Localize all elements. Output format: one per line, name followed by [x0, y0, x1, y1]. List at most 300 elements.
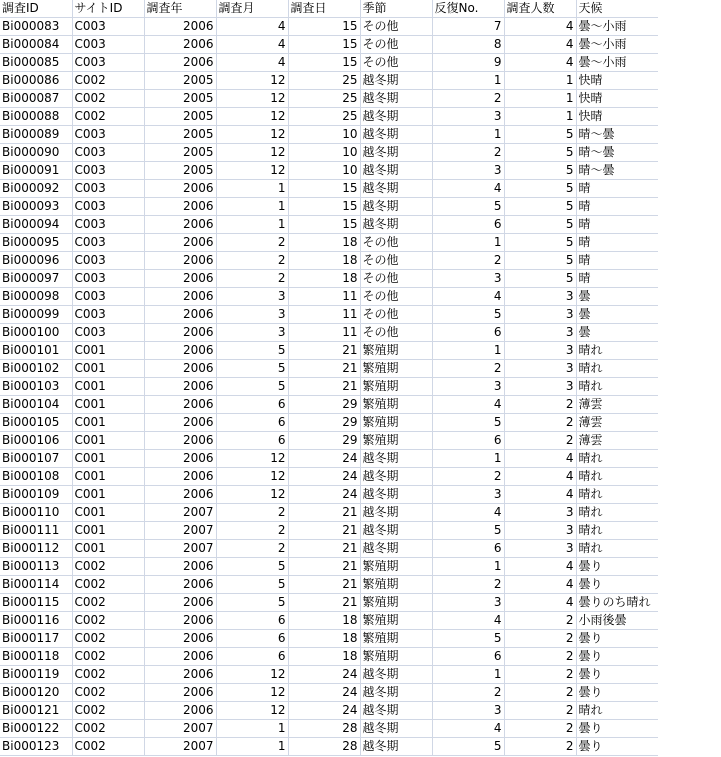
cell-weather[interactable]: 晴	[576, 270, 658, 288]
cell-weather[interactable]: 薄雲	[576, 414, 658, 432]
cell-survey-year[interactable]: 2007	[144, 720, 216, 738]
cell-survey-id[interactable]: Bi000088	[0, 108, 72, 126]
cell-survey-id[interactable]: Bi000091	[0, 162, 72, 180]
cell-repeat-no[interactable]: 7	[432, 18, 504, 36]
cell-site-id[interactable]: C002	[72, 684, 144, 702]
cell-survey-day[interactable]: 18	[288, 234, 360, 252]
cell-survey-month[interactable]: 1	[216, 720, 288, 738]
cell-site-id[interactable]: C002	[72, 576, 144, 594]
cell-survey-id[interactable]: Bi000108	[0, 468, 72, 486]
cell-survey-year[interactable]: 2006	[144, 180, 216, 198]
cell-survey-count[interactable]: 4	[504, 54, 576, 72]
cell-weather[interactable]: 曇～小雨	[576, 54, 658, 72]
cell-weather[interactable]: 曇り	[576, 666, 658, 684]
cell-survey-year[interactable]: 2006	[144, 216, 216, 234]
cell-survey-day[interactable]: 25	[288, 108, 360, 126]
cell-survey-day[interactable]: 15	[288, 216, 360, 234]
cell-survey-id[interactable]: Bi000118	[0, 648, 72, 666]
cell-survey-month[interactable]: 6	[216, 414, 288, 432]
cell-season[interactable]: 繁殖期	[360, 378, 432, 396]
cell-survey-year[interactable]: 2006	[144, 234, 216, 252]
cell-survey-count[interactable]: 4	[504, 558, 576, 576]
cell-survey-year[interactable]: 2006	[144, 702, 216, 720]
cell-survey-year[interactable]: 2006	[144, 54, 216, 72]
cell-repeat-no[interactable]: 2	[432, 90, 504, 108]
cell-survey-year[interactable]: 2005	[144, 126, 216, 144]
cell-survey-year[interactable]: 2006	[144, 198, 216, 216]
cell-survey-day[interactable]: 29	[288, 414, 360, 432]
cell-repeat-no[interactable]: 6	[432, 324, 504, 342]
cell-survey-count[interactable]: 2	[504, 612, 576, 630]
cell-weather[interactable]: 曇～小雨	[576, 18, 658, 36]
cell-site-id[interactable]: C003	[72, 18, 144, 36]
cell-survey-id[interactable]: Bi000110	[0, 504, 72, 522]
cell-repeat-no[interactable]: 3	[432, 162, 504, 180]
cell-repeat-no[interactable]: 3	[432, 486, 504, 504]
cell-season[interactable]: その他	[360, 18, 432, 36]
cell-survey-count[interactable]: 2	[504, 396, 576, 414]
cell-site-id[interactable]: C003	[72, 198, 144, 216]
cell-season[interactable]: 繁殖期	[360, 432, 432, 450]
cell-site-id[interactable]: C002	[72, 738, 144, 756]
cell-weather[interactable]: 晴れ	[576, 360, 658, 378]
cell-survey-year[interactable]: 2006	[144, 306, 216, 324]
cell-survey-id[interactable]: Bi000102	[0, 360, 72, 378]
cell-season[interactable]: その他	[360, 252, 432, 270]
cell-weather[interactable]: 曇り	[576, 558, 658, 576]
cell-survey-day[interactable]: 24	[288, 468, 360, 486]
cell-survey-count[interactable]: 5	[504, 144, 576, 162]
cell-site-id[interactable]: C002	[72, 558, 144, 576]
cell-survey-month[interactable]: 6	[216, 612, 288, 630]
cell-survey-month[interactable]: 12	[216, 90, 288, 108]
cell-weather[interactable]: 晴れ	[576, 522, 658, 540]
cell-weather[interactable]: 晴れ	[576, 378, 658, 396]
cell-survey-month[interactable]: 12	[216, 486, 288, 504]
cell-survey-month[interactable]: 12	[216, 684, 288, 702]
cell-weather[interactable]: 曇り	[576, 738, 658, 756]
cell-survey-day[interactable]: 21	[288, 378, 360, 396]
cell-repeat-no[interactable]: 2	[432, 252, 504, 270]
cell-season[interactable]: 繁殖期	[360, 414, 432, 432]
cell-survey-month[interactable]: 4	[216, 18, 288, 36]
cell-survey-count[interactable]: 3	[504, 324, 576, 342]
cell-site-id[interactable]: C003	[72, 162, 144, 180]
cell-survey-count[interactable]: 2	[504, 702, 576, 720]
cell-survey-id[interactable]: Bi000104	[0, 396, 72, 414]
cell-survey-month[interactable]: 12	[216, 162, 288, 180]
cell-weather[interactable]: 曇りのち晴れ	[576, 594, 658, 612]
cell-repeat-no[interactable]: 4	[432, 288, 504, 306]
cell-survey-year[interactable]: 2005	[144, 108, 216, 126]
cell-season[interactable]: その他	[360, 54, 432, 72]
cell-repeat-no[interactable]: 5	[432, 198, 504, 216]
cell-season[interactable]: 繁殖期	[360, 396, 432, 414]
cell-survey-year[interactable]: 2006	[144, 396, 216, 414]
cell-survey-month[interactable]: 5	[216, 342, 288, 360]
cell-survey-id[interactable]: Bi000111	[0, 522, 72, 540]
cell-weather[interactable]: 曇り	[576, 684, 658, 702]
cell-survey-count[interactable]: 1	[504, 108, 576, 126]
cell-survey-month[interactable]: 12	[216, 126, 288, 144]
cell-survey-day[interactable]: 10	[288, 162, 360, 180]
cell-survey-month[interactable]: 5	[216, 558, 288, 576]
cell-site-id[interactable]: C001	[72, 378, 144, 396]
cell-season[interactable]: 越冬期	[360, 720, 432, 738]
cell-survey-month[interactable]: 6	[216, 396, 288, 414]
header-cell-survey-year[interactable]: 調査年	[144, 0, 216, 18]
cell-survey-year[interactable]: 2006	[144, 558, 216, 576]
cell-season[interactable]: 越冬期	[360, 180, 432, 198]
cell-survey-id[interactable]: Bi000103	[0, 378, 72, 396]
cell-survey-month[interactable]: 2	[216, 234, 288, 252]
cell-repeat-no[interactable]: 6	[432, 540, 504, 558]
cell-repeat-no[interactable]: 5	[432, 306, 504, 324]
cell-survey-count[interactable]: 2	[504, 414, 576, 432]
cell-weather[interactable]: 曇	[576, 324, 658, 342]
cell-weather[interactable]: 曇～小雨	[576, 36, 658, 54]
cell-season[interactable]: 越冬期	[360, 162, 432, 180]
cell-survey-month[interactable]: 1	[216, 738, 288, 756]
cell-site-id[interactable]: C001	[72, 540, 144, 558]
cell-survey-count[interactable]: 3	[504, 504, 576, 522]
cell-survey-year[interactable]: 2006	[144, 468, 216, 486]
cell-weather[interactable]: 晴れ	[576, 540, 658, 558]
cell-survey-id[interactable]: Bi000116	[0, 612, 72, 630]
cell-season[interactable]: 越冬期	[360, 198, 432, 216]
cell-survey-id[interactable]: Bi000084	[0, 36, 72, 54]
cell-site-id[interactable]: C001	[72, 396, 144, 414]
cell-site-id[interactable]: C001	[72, 450, 144, 468]
cell-survey-count[interactable]: 4	[504, 450, 576, 468]
cell-survey-month[interactable]: 6	[216, 432, 288, 450]
cell-survey-count[interactable]: 2	[504, 684, 576, 702]
cell-survey-month[interactable]: 6	[216, 630, 288, 648]
cell-repeat-no[interactable]: 3	[432, 270, 504, 288]
cell-survey-day[interactable]: 24	[288, 486, 360, 504]
cell-survey-count[interactable]: 3	[504, 378, 576, 396]
cell-survey-id[interactable]: Bi000119	[0, 666, 72, 684]
cell-survey-id[interactable]: Bi000086	[0, 72, 72, 90]
cell-survey-year[interactable]: 2006	[144, 18, 216, 36]
cell-survey-day[interactable]: 21	[288, 558, 360, 576]
cell-survey-year[interactable]: 2006	[144, 378, 216, 396]
cell-repeat-no[interactable]: 2	[432, 468, 504, 486]
cell-weather[interactable]: 晴～曇	[576, 144, 658, 162]
cell-survey-year[interactable]: 2006	[144, 270, 216, 288]
cell-site-id[interactable]: C002	[72, 702, 144, 720]
cell-survey-id[interactable]: Bi000120	[0, 684, 72, 702]
cell-season[interactable]: 越冬期	[360, 126, 432, 144]
cell-repeat-no[interactable]: 4	[432, 180, 504, 198]
cell-survey-id[interactable]: Bi000115	[0, 594, 72, 612]
cell-survey-count[interactable]: 4	[504, 468, 576, 486]
cell-survey-month[interactable]: 12	[216, 144, 288, 162]
cell-season[interactable]: 繁殖期	[360, 558, 432, 576]
cell-survey-month[interactable]: 2	[216, 252, 288, 270]
cell-survey-count[interactable]: 5	[504, 198, 576, 216]
cell-season[interactable]: その他	[360, 234, 432, 252]
cell-survey-count[interactable]: 2	[504, 630, 576, 648]
cell-survey-year[interactable]: 2006	[144, 594, 216, 612]
cell-survey-year[interactable]: 2006	[144, 432, 216, 450]
cell-survey-id[interactable]: Bi000106	[0, 432, 72, 450]
cell-survey-day[interactable]: 11	[288, 324, 360, 342]
cell-survey-day[interactable]: 21	[288, 594, 360, 612]
cell-weather[interactable]: 曇	[576, 288, 658, 306]
cell-survey-count[interactable]: 2	[504, 648, 576, 666]
cell-repeat-no[interactable]: 5	[432, 738, 504, 756]
cell-season[interactable]: 繁殖期	[360, 648, 432, 666]
cell-weather[interactable]: 晴れ	[576, 342, 658, 360]
cell-site-id[interactable]: C001	[72, 486, 144, 504]
cell-survey-id[interactable]: Bi000094	[0, 216, 72, 234]
cell-weather[interactable]: 快晴	[576, 72, 658, 90]
cell-survey-count[interactable]: 4	[504, 486, 576, 504]
cell-season[interactable]: 繁殖期	[360, 342, 432, 360]
cell-season[interactable]: 越冬期	[360, 522, 432, 540]
cell-repeat-no[interactable]: 8	[432, 36, 504, 54]
cell-survey-id[interactable]: Bi000093	[0, 198, 72, 216]
cell-repeat-no[interactable]: 2	[432, 576, 504, 594]
cell-repeat-no[interactable]: 4	[432, 396, 504, 414]
cell-season[interactable]: 越冬期	[360, 450, 432, 468]
cell-site-id[interactable]: C002	[72, 108, 144, 126]
cell-survey-day[interactable]: 24	[288, 666, 360, 684]
header-cell-survey-count[interactable]: 調査人数	[504, 0, 576, 18]
cell-weather[interactable]: 晴	[576, 216, 658, 234]
cell-survey-day[interactable]: 18	[288, 648, 360, 666]
cell-survey-day[interactable]: 15	[288, 54, 360, 72]
cell-season[interactable]: 越冬期	[360, 216, 432, 234]
cell-survey-month[interactable]: 12	[216, 450, 288, 468]
cell-survey-month[interactable]: 2	[216, 522, 288, 540]
cell-survey-day[interactable]: 21	[288, 522, 360, 540]
cell-repeat-no[interactable]: 5	[432, 630, 504, 648]
cell-survey-day[interactable]: 15	[288, 36, 360, 54]
cell-repeat-no[interactable]: 4	[432, 504, 504, 522]
cell-season[interactable]: その他	[360, 306, 432, 324]
cell-survey-count[interactable]: 3	[504, 540, 576, 558]
cell-site-id[interactable]: C003	[72, 324, 144, 342]
cell-site-id[interactable]: C001	[72, 432, 144, 450]
cell-season[interactable]: 越冬期	[360, 738, 432, 756]
cell-weather[interactable]: 快晴	[576, 108, 658, 126]
cell-survey-day[interactable]: 25	[288, 72, 360, 90]
cell-weather[interactable]: 薄雲	[576, 396, 658, 414]
cell-survey-day[interactable]: 21	[288, 540, 360, 558]
cell-season[interactable]: 越冬期	[360, 72, 432, 90]
cell-survey-year[interactable]: 2006	[144, 252, 216, 270]
cell-site-id[interactable]: C003	[72, 54, 144, 72]
cell-season[interactable]: その他	[360, 324, 432, 342]
cell-survey-id[interactable]: Bi000099	[0, 306, 72, 324]
cell-weather[interactable]: 薄雲	[576, 432, 658, 450]
cell-repeat-no[interactable]: 3	[432, 378, 504, 396]
cell-weather[interactable]: 晴～曇	[576, 162, 658, 180]
cell-survey-day[interactable]: 18	[288, 252, 360, 270]
cell-survey-id[interactable]: Bi000089	[0, 126, 72, 144]
cell-survey-count[interactable]: 1	[504, 72, 576, 90]
cell-repeat-no[interactable]: 2	[432, 360, 504, 378]
cell-survey-count[interactable]: 5	[504, 234, 576, 252]
cell-survey-count[interactable]: 4	[504, 594, 576, 612]
cell-survey-year[interactable]: 2006	[144, 360, 216, 378]
cell-weather[interactable]: 曇り	[576, 648, 658, 666]
cell-site-id[interactable]: C003	[72, 180, 144, 198]
cell-weather[interactable]: 曇り	[576, 720, 658, 738]
cell-site-id[interactable]: C003	[72, 252, 144, 270]
cell-survey-month[interactable]: 2	[216, 504, 288, 522]
cell-season[interactable]: 越冬期	[360, 468, 432, 486]
cell-season[interactable]: 越冬期	[360, 684, 432, 702]
cell-survey-year[interactable]: 2007	[144, 540, 216, 558]
cell-survey-id[interactable]: Bi000083	[0, 18, 72, 36]
cell-survey-month[interactable]: 12	[216, 702, 288, 720]
cell-survey-id[interactable]: Bi000105	[0, 414, 72, 432]
cell-site-id[interactable]: C001	[72, 504, 144, 522]
cell-repeat-no[interactable]: 3	[432, 702, 504, 720]
cell-survey-day[interactable]: 18	[288, 630, 360, 648]
cell-weather[interactable]: 曇り	[576, 630, 658, 648]
cell-repeat-no[interactable]: 9	[432, 54, 504, 72]
cell-survey-day[interactable]: 28	[288, 720, 360, 738]
cell-survey-day[interactable]: 28	[288, 738, 360, 756]
cell-site-id[interactable]: C002	[72, 90, 144, 108]
cell-survey-month[interactable]: 6	[216, 648, 288, 666]
cell-survey-id[interactable]: Bi000101	[0, 342, 72, 360]
cell-site-id[interactable]: C003	[72, 288, 144, 306]
cell-survey-year[interactable]: 2006	[144, 414, 216, 432]
cell-survey-count[interactable]: 4	[504, 18, 576, 36]
cell-weather[interactable]: 晴	[576, 180, 658, 198]
cell-survey-year[interactable]: 2006	[144, 612, 216, 630]
cell-survey-count[interactable]: 5	[504, 126, 576, 144]
cell-season[interactable]: その他	[360, 270, 432, 288]
cell-survey-day[interactable]: 18	[288, 270, 360, 288]
cell-repeat-no[interactable]: 1	[432, 558, 504, 576]
cell-survey-day[interactable]: 18	[288, 612, 360, 630]
cell-site-id[interactable]: C001	[72, 414, 144, 432]
header-cell-season[interactable]: 季節	[360, 0, 432, 18]
header-cell-repeat-no[interactable]: 反復No.	[432, 0, 504, 18]
cell-weather[interactable]: 晴	[576, 252, 658, 270]
cell-repeat-no[interactable]: 6	[432, 648, 504, 666]
cell-site-id[interactable]: C003	[72, 234, 144, 252]
cell-survey-id[interactable]: Bi000097	[0, 270, 72, 288]
cell-survey-count[interactable]: 5	[504, 252, 576, 270]
cell-survey-month[interactable]: 3	[216, 306, 288, 324]
cell-survey-year[interactable]: 2005	[144, 144, 216, 162]
cell-survey-month[interactable]: 1	[216, 216, 288, 234]
cell-survey-id[interactable]: Bi000113	[0, 558, 72, 576]
cell-survey-count[interactable]: 3	[504, 342, 576, 360]
cell-survey-day[interactable]: 24	[288, 450, 360, 468]
cell-survey-count[interactable]: 3	[504, 288, 576, 306]
cell-survey-year[interactable]: 2006	[144, 450, 216, 468]
cell-weather[interactable]: 晴～曇	[576, 126, 658, 144]
cell-survey-id[interactable]: Bi000092	[0, 180, 72, 198]
cell-repeat-no[interactable]: 4	[432, 720, 504, 738]
cell-repeat-no[interactable]: 1	[432, 234, 504, 252]
cell-survey-day[interactable]: 15	[288, 198, 360, 216]
cell-survey-day[interactable]: 10	[288, 126, 360, 144]
header-cell-weather[interactable]: 天候	[576, 0, 658, 18]
cell-survey-count[interactable]: 5	[504, 162, 576, 180]
cell-survey-id[interactable]: Bi000095	[0, 234, 72, 252]
cell-survey-id[interactable]: Bi000107	[0, 450, 72, 468]
cell-survey-id[interactable]: Bi000114	[0, 576, 72, 594]
cell-season[interactable]: 繁殖期	[360, 612, 432, 630]
cell-survey-day[interactable]: 21	[288, 360, 360, 378]
cell-repeat-no[interactable]: 3	[432, 108, 504, 126]
cell-repeat-no[interactable]: 5	[432, 522, 504, 540]
cell-survey-year[interactable]: 2007	[144, 738, 216, 756]
cell-repeat-no[interactable]: 1	[432, 72, 504, 90]
cell-survey-day[interactable]: 24	[288, 684, 360, 702]
cell-season[interactable]: 越冬期	[360, 90, 432, 108]
cell-survey-count[interactable]: 2	[504, 720, 576, 738]
cell-survey-id[interactable]: Bi000123	[0, 738, 72, 756]
cell-weather[interactable]: 晴	[576, 198, 658, 216]
cell-survey-day[interactable]: 10	[288, 144, 360, 162]
cell-survey-day[interactable]: 11	[288, 288, 360, 306]
cell-weather[interactable]: 快晴	[576, 90, 658, 108]
cell-survey-day[interactable]: 29	[288, 432, 360, 450]
cell-survey-day[interactable]: 21	[288, 342, 360, 360]
cell-survey-year[interactable]: 2005	[144, 90, 216, 108]
cell-survey-count[interactable]: 2	[504, 432, 576, 450]
cell-survey-count[interactable]: 4	[504, 36, 576, 54]
cell-survey-year[interactable]: 2007	[144, 522, 216, 540]
cell-survey-count[interactable]: 3	[504, 306, 576, 324]
cell-site-id[interactable]: C003	[72, 270, 144, 288]
cell-site-id[interactable]: C002	[72, 72, 144, 90]
header-cell-survey-day[interactable]: 調査日	[288, 0, 360, 18]
cell-season[interactable]: 越冬期	[360, 108, 432, 126]
cell-repeat-no[interactable]: 2	[432, 144, 504, 162]
cell-survey-year[interactable]: 2006	[144, 486, 216, 504]
cell-weather[interactable]: 晴れ	[576, 486, 658, 504]
cell-survey-year[interactable]: 2006	[144, 684, 216, 702]
cell-survey-year[interactable]: 2006	[144, 288, 216, 306]
cell-survey-month[interactable]: 3	[216, 324, 288, 342]
cell-survey-id[interactable]: Bi000121	[0, 702, 72, 720]
cell-survey-id[interactable]: Bi000096	[0, 252, 72, 270]
cell-repeat-no[interactable]: 6	[432, 216, 504, 234]
cell-survey-id[interactable]: Bi000109	[0, 486, 72, 504]
cell-season[interactable]: 繁殖期	[360, 594, 432, 612]
cell-survey-year[interactable]: 2005	[144, 72, 216, 90]
cell-survey-month[interactable]: 4	[216, 36, 288, 54]
cell-survey-month[interactable]: 3	[216, 288, 288, 306]
cell-survey-year[interactable]: 2006	[144, 630, 216, 648]
cell-survey-day[interactable]: 15	[288, 18, 360, 36]
cell-site-id[interactable]: C003	[72, 216, 144, 234]
cell-repeat-no[interactable]: 1	[432, 666, 504, 684]
cell-weather[interactable]: 小雨後曇	[576, 612, 658, 630]
cell-season[interactable]: 越冬期	[360, 540, 432, 558]
cell-survey-month[interactable]: 2	[216, 270, 288, 288]
cell-repeat-no[interactable]: 1	[432, 126, 504, 144]
cell-survey-year[interactable]: 2006	[144, 576, 216, 594]
cell-survey-id[interactable]: Bi000098	[0, 288, 72, 306]
cell-weather[interactable]: 晴れ	[576, 702, 658, 720]
cell-site-id[interactable]: C003	[72, 144, 144, 162]
cell-season[interactable]: 越冬期	[360, 702, 432, 720]
cell-season[interactable]: その他	[360, 288, 432, 306]
cell-weather[interactable]: 曇	[576, 306, 658, 324]
